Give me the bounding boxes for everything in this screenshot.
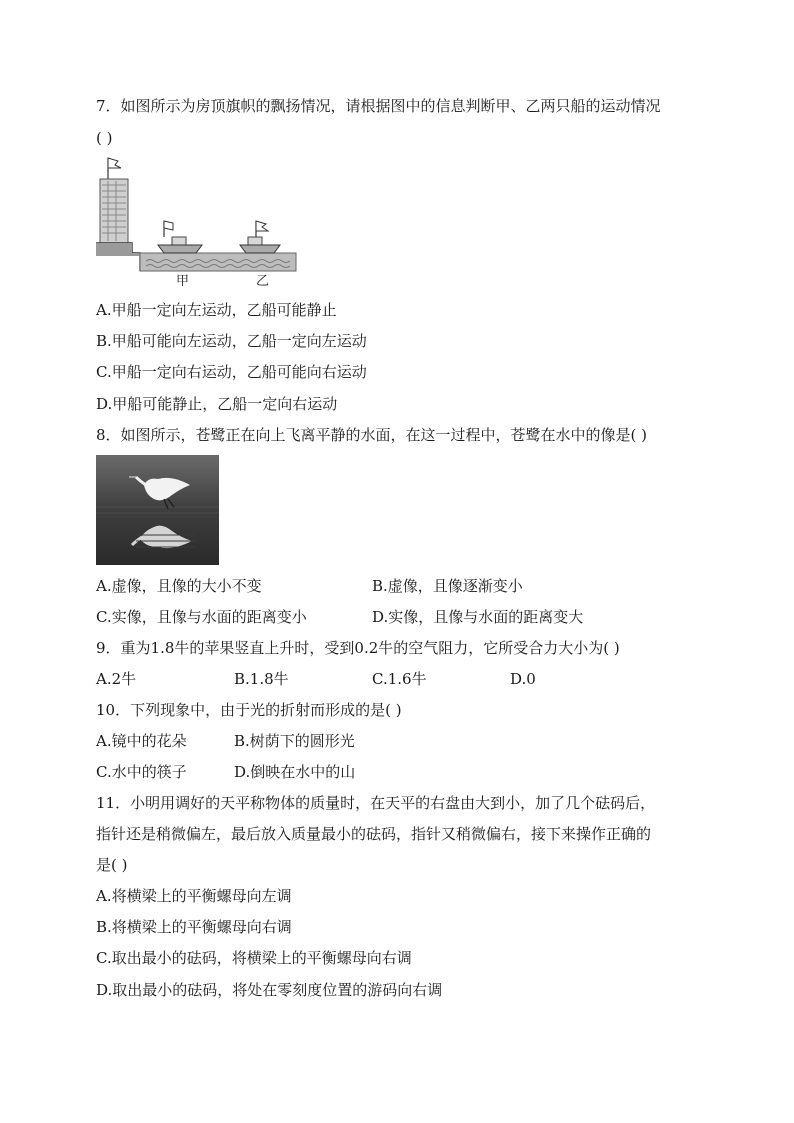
- q11-stem-line-3: 是( ): [96, 856, 128, 874]
- q8-option-b: B.虚像，且像逐渐变小: [372, 577, 523, 595]
- label-jia: 甲: [176, 274, 190, 287]
- q11-stem-line-2: 指针还是稍微偏左，最后放入质量最小的砝码，指针又稍微偏右，接下来操作正确的: [96, 825, 652, 843]
- q11-option-d: D.取出最小的砝码，将处在零刻度位置的游码向右调: [96, 981, 443, 999]
- q10-option-c: C.水中的筷子: [96, 763, 187, 781]
- q11-option-b: B.将横梁上的平衡螺母向右调: [96, 918, 292, 936]
- heron-photo: [96, 455, 219, 565]
- q8-stem: 8．如图所示，苍鹭正在向上飞离平静的水面，在这一过程中，苍鹭在水中的像是( ): [96, 426, 648, 444]
- q11-option-c: C.取出最小的砝码，将横梁上的平衡螺母向右调: [96, 949, 412, 967]
- q10-stem: 10．下列现象中，由于光的折射而形成的是( ): [96, 701, 402, 719]
- q7-stem: 7．如图所示为房顶旗帜的飘扬情况，请根据图中的信息判断甲、乙两只船的运动情况: [96, 97, 661, 115]
- q9-option-a: A.2牛: [96, 670, 137, 688]
- q7-option-b: B.甲船可能向左运动，乙船一定向左运动: [96, 332, 367, 350]
- q8-option-c: C.实像，且像与水面的距离变小: [96, 608, 307, 626]
- q9-option-c: C.1.6牛: [372, 670, 427, 688]
- q7-paren: ( ): [96, 129, 113, 147]
- q10-option-a: A.镜中的花朵: [96, 732, 187, 750]
- q7-option-d: D.甲船可能静止，乙船一定向右运动: [96, 395, 338, 413]
- q8-option-d: D.实像，且像与水面的距离变大: [372, 608, 584, 626]
- q9-option-d: D.0: [510, 670, 536, 688]
- q11-stem-line-1: 11．小明用调好的天平称物体的质量时，在天平的右盘由大到小，加了几个砝码后，: [96, 794, 656, 812]
- q9-stem: 9．重为1.8牛的苹果竖直上升时，受到0.2牛的空气阻力，它所受合力大小为( ): [96, 639, 620, 657]
- building-with-flag: [100, 158, 128, 243]
- q7-figure: [96, 155, 300, 287]
- q7-option-a: A.甲船一定向左运动，乙船可能静止: [96, 301, 337, 319]
- q8-option-a: A.虚像，且像的大小不变: [96, 577, 262, 595]
- q10-option-d: D.倒映在水中的山: [234, 763, 356, 781]
- label-yi: 乙: [256, 274, 270, 287]
- q11-option-a: A.将横梁上的平衡螺母向左调: [96, 887, 292, 905]
- q9-option-b: B.1.8牛: [234, 670, 289, 688]
- boat-yi: [240, 221, 280, 253]
- boat-jia: [158, 221, 202, 253]
- q10-option-b: B.树荫下的圆形光: [234, 732, 355, 750]
- q7-option-c: C.甲船一定向右运动，乙船可能向右运动: [96, 363, 367, 381]
